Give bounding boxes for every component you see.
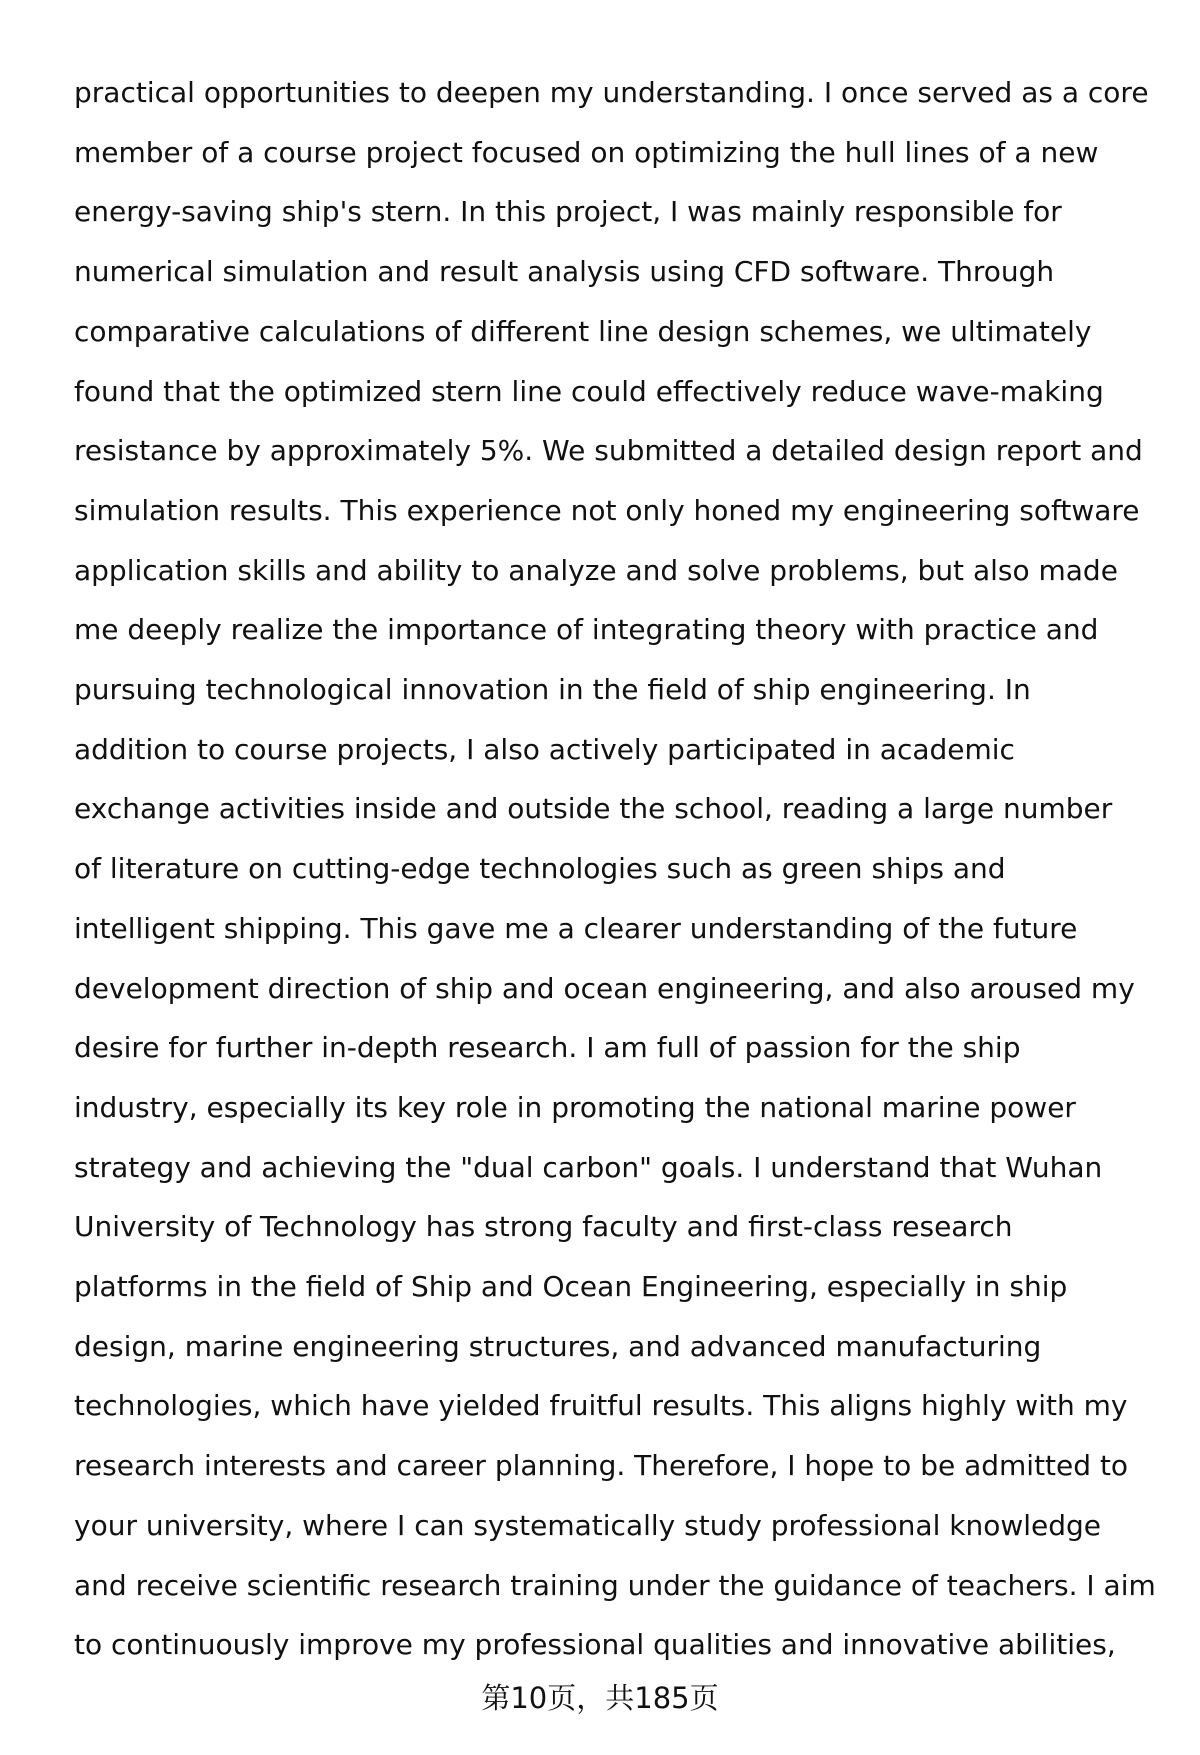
text-line: design, marine engineering structures, and advanced manufacturing: [74, 1329, 1042, 1363]
page-number-footer: 第10页，共185页: [481, 1681, 719, 1715]
text-line: and receive scientific research training under the guidance of teachers. I aim: [74, 1568, 1156, 1602]
text-line: development direction of ship and ocean engineering, and also aroused my: [74, 971, 1135, 1005]
text-line: of literature on cutting-edge technologies such as green ships and: [74, 852, 1006, 886]
text-line: technologies, which have yielded fruitful results. This aligns highly with my: [74, 1389, 1128, 1423]
text-line: me deeply realize the importance of integrating theory with practice and: [74, 613, 1099, 647]
body-paragraph: [74, 63, 1184, 1675]
text-line: application skills and ability to analyze and solve problems, but also made: [74, 553, 1118, 587]
text-line: simulation results. This experience not only honed my engineering software: [74, 493, 1140, 527]
text-line: addition to course projects, I also actively participated in academic: [74, 732, 1015, 766]
text-line: found that the optimized stern line could effectively reduce wave-making: [74, 374, 1104, 408]
text-line: University of Technology has strong faculty and first-class research: [74, 1210, 1013, 1244]
text-line: comparative calculations of different line design schemes, we ultimately: [74, 314, 1092, 348]
text-line: numerical simulation and result analysis using CFD software. Through: [74, 255, 1055, 289]
text-line: research interests and career planning. Therefore, I hope to be admitted to: [74, 1449, 1129, 1483]
text-line: resistance by approximately 5%. We submitted a detailed design report and: [74, 434, 1143, 468]
text-line: energy-saving ship's stern. In this project, I was mainly responsible for: [74, 195, 1062, 229]
text-line: to continuously improve my professional qualities and innovative abilities,: [74, 1628, 1116, 1662]
text-line: pursuing technological innovation in the field of ship engineering. In: [74, 673, 1031, 707]
text-line: intelligent shipping. This gave me a clearer understanding of the future: [74, 911, 1078, 945]
text-line: exchange activities inside and outside the school, reading a large number: [74, 792, 1113, 826]
text-line: industry, especially its key role in promoting the national marine power: [74, 1090, 1076, 1124]
text-line: your university, where I can systematically study professional knowledge: [74, 1508, 1102, 1542]
text-line: member of a course project focused on optimizing the hull lines of a new: [74, 135, 1099, 169]
text-line: platforms in the field of Ship and Ocean Engineering, especially in ship: [74, 1270, 1068, 1304]
text-line: desire for further in-depth research. I am full of passion for the ship: [74, 1031, 1021, 1065]
text-line: practical opportunities to deepen my understanding. I once served as a core: [74, 76, 1149, 109]
text-line: strategy and achieving the "dual carbon" goals. I understand that Wuhan: [74, 1150, 1103, 1184]
